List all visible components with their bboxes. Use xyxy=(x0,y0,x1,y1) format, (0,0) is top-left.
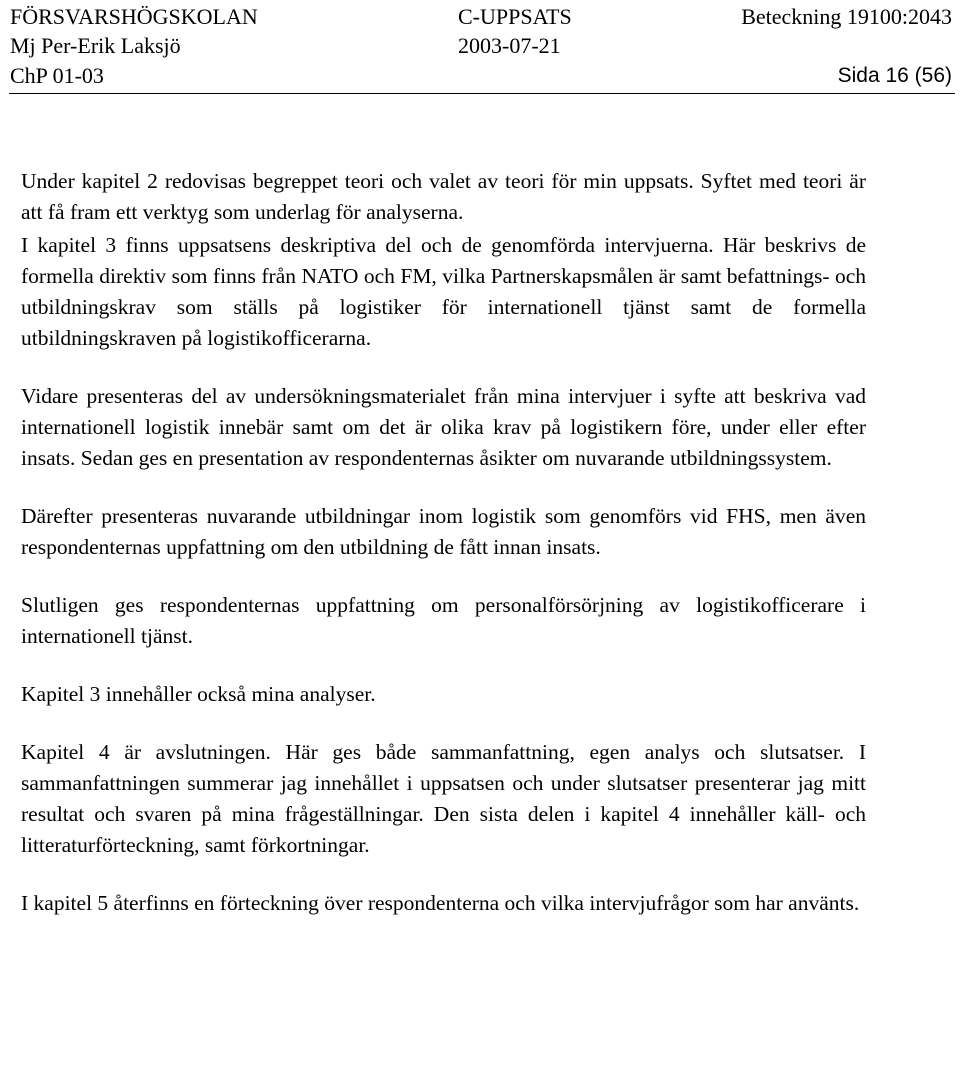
paragraph: Under kapitel 2 redovisas begreppet teori och valet av teori för min uppsats. Syftet med teori är att få fram ett verktyg som underlag för analyserna. xyxy=(21,169,866,224)
institution-name: FÖRSVARSHÖGSKOLAN xyxy=(10,4,258,29)
page-number: Sida 16 (56) xyxy=(837,64,952,87)
paragraph: I kapitel 3 finns uppsatsens deskriptiva del och de genomförda intervjuerna. Här beskrivs de formella direktiv som finns från NATO och FM, vilka Partnerskapsmålen är samt befattnings- och utbildningskrav som ställs på logistiker för internationell tjänst samt de formella utbildningskraven på logistikofficerarna. xyxy=(21,233,866,350)
document-date: 2003-07-21 xyxy=(458,33,561,58)
header-divider xyxy=(9,93,955,94)
body-text xyxy=(21,166,866,919)
author-name: Mj Per-Erik Laksjö xyxy=(10,33,181,58)
paragraph: Kapitel 3 innehåller också mina analyser. xyxy=(21,682,376,706)
document-reference: Beteckning 19100:2043 xyxy=(741,4,952,29)
paragraph: Därefter presenteras nuvarande utbildningar inom logistik som genomförs vid FHS, men även respondenternas uppfattning om den utbildning de fått innan insats. xyxy=(21,504,866,559)
document-type: C-UPPSATS xyxy=(458,4,572,29)
paragraph: Vidare presenteras del av undersökningsmaterialet från mina intervjuer i syfte att beskriva vad internationell logistik innebär samt om det är olika krav på logistikern före, under eller efter insats. Sedan ges en presentation av respondenternas åsikter om nuvarande utbildningssystem. xyxy=(21,384,866,470)
header-row-2 xyxy=(10,31,952,61)
paragraph: Kapitel 4 är avslutningen. Här ges både sammanfattning, egen analys och slutsatser. I sammanfattningen summerar jag innehållet i uppsatsen och under slutsatser presenterar jag mitt resultat och svaren på mina frågeställningar. Den sista delen i kapitel 4 innehåller käll- och litteraturförteckning, samt förkortningar. xyxy=(21,740,866,857)
page-header xyxy=(0,0,960,96)
paragraph: I kapitel 5 återfinns en förteckning över respondenterna och vilka intervjufrågor som har använts. xyxy=(21,891,860,915)
paragraph: Slutligen ges respondenternas uppfattning om personalförsörjning av logistikofficerare i internationell tjänst. xyxy=(21,593,866,648)
header-row-3 xyxy=(10,61,952,91)
header-row-1 xyxy=(10,2,952,32)
course-code: ChP 01-03 xyxy=(10,63,104,88)
